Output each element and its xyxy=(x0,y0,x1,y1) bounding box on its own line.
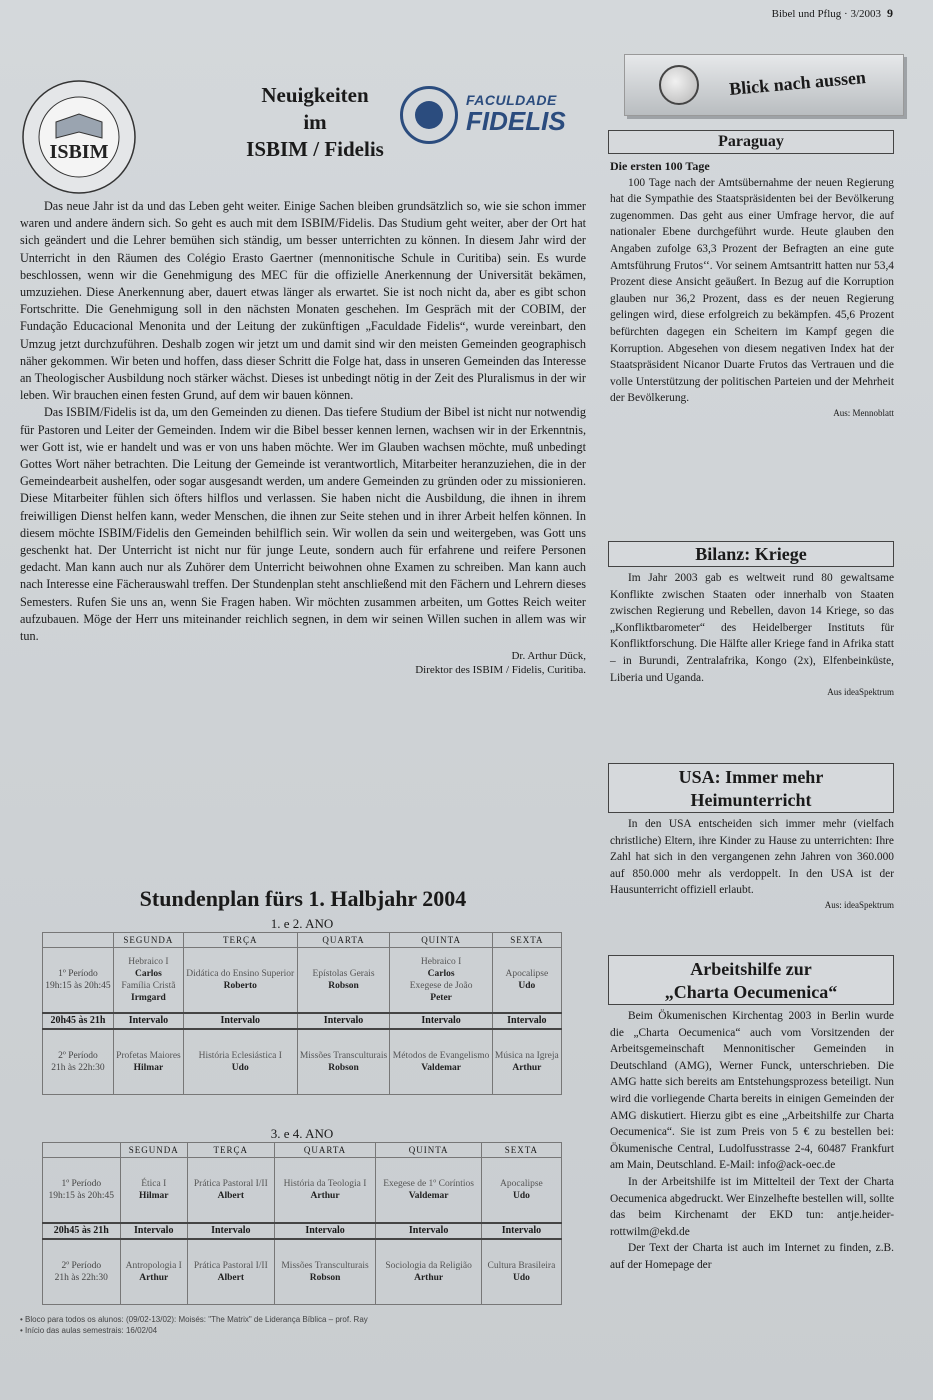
course-cell xyxy=(120,1239,187,1305)
blick-nach-aussen-banner xyxy=(624,54,904,116)
teacher-name: Udo xyxy=(231,1063,249,1073)
course-cell xyxy=(390,948,492,1014)
schedule-block-2 xyxy=(42,1126,562,1305)
usa-head-line-1: USA: Immer mehr xyxy=(678,767,824,787)
teacher-name: Albert xyxy=(217,1273,244,1283)
period-time: 21h às 22h:30 xyxy=(51,1063,105,1073)
article-paragraph-2: Das ISBIM/Fidelis ist da, um den Gemeinden zu dienen. Das tiefere Studium der Bibel ist nicht nur notwendig für Pastoren und Leiter der Gemeinden. Indem wir die Bibel besser kennen lernen, wachsen wir in der Erkenntnis, wer Gott ist, wie er handelt und was er von uns haben möchte. Wer im Glauben wachsen möchte, muß unbedingt Gottes Wort näher betrachten. Die Leitung der Gemeinde ist verantwortlich, Mitarbeiter heranzuziehen, die in der Gemeindearbeit aushelfen, oder sogar ausgesandt werden, um andere Gemeinden zu gründen oder zu missionieren. Diese Mitarbeiter fühlen sich öfters hilflos und verlassen. Sie haben nicht die Ausbildung, die ihnen in ihrem freiwilligen Dienst helfen kann, weder Menschen, die ihnen zur Seite stehen und in ihrer Arbeit helfen können. In diesem möchte ISBIM/Fidelis den Gemeinden behilflich sein. Wir wollen da sein und weitergeben, was Gott uns geschenkt hat. Der Unterricht ist nicht nur für junge Leute, sondern auch für erfahrene und reifere Personen gedacht. Man kann auch nur als Zuhörer dem Unterricht beiwohnen ohne Examen zu schreiben. Man kann auch nach Interesse eine Fächerauswahl treffen. Der Stundenplan steht anschließend mit den Fächern und Lehrern dieses Semesters. Rufen Sie uns an, wenn Sie Fragen haben. Wir möchten zusammen arbeiten, um Gottes Reich weiter aufzubauen. Möge der Herr uns miteinander reichlich segnen, in dem wir seinen Willen suchen in allem was wir tun. xyxy=(20,405,586,644)
course-name: Missões Transculturais xyxy=(281,1261,369,1271)
charta-paragraph-1: Beim Ökumenischen Kirchentag 2003 in Berlin wurde die „Charta Oecumenica“ auch vom Vorsitzenden der Arbeitsgemeinschaft Mennonitischer Gemeinden in Deutschland (AMG), Werner Funck, unterschrieben. Die AMG hatte sich bereits am Entstehungsprozess beteiligt. Nun wird die vorliegende Charta bereits in einigen Gemeinden der AMG diskutiert. Hierzu gibt es eine „Arbeitshilfe zur Charta Oecumenica“. Sie ist zum Preis von 5 € zu bestellen bei: Ökumenische Central, Ludolfusstrasse 2-4, 60487 Frankfurt am Main, Deutschland. E-Mail: info@ack-oec.de xyxy=(610,1010,894,1172)
table-header-row xyxy=(43,1143,562,1158)
table-header-empty xyxy=(43,933,114,948)
article-title xyxy=(210,82,420,163)
course-name: Profetas Maiores xyxy=(116,1051,181,1061)
charta-paragraph-3: Der Text der Charta ist auch im Internet zu finden, z.B. auf der Homepage der xyxy=(610,1242,894,1271)
table-header-day: SEXTA xyxy=(492,933,561,948)
teacher-name: Arthur xyxy=(414,1273,444,1283)
teacher-name: Arthur xyxy=(310,1191,340,1201)
period-time: 19h:15 às 20h:45 xyxy=(48,1191,114,1201)
globe-icon xyxy=(659,65,699,105)
table-header-row xyxy=(43,933,562,948)
course-cell xyxy=(492,948,561,1014)
table-header-day: QUINTA xyxy=(376,1143,481,1158)
interval-cell: Intervalo xyxy=(187,1223,274,1239)
course-name: Epístolas Gerais xyxy=(312,969,375,979)
section-bilanz xyxy=(610,570,894,699)
teacher-name: Valdemar xyxy=(421,1063,461,1073)
course-name: Apocalipse xyxy=(500,1179,543,1189)
running-head xyxy=(772,6,893,21)
period-time: 19h:15 às 20h:45 xyxy=(45,981,111,991)
table-header-empty xyxy=(43,1143,121,1158)
title-line-2: im xyxy=(303,110,327,134)
course-cell xyxy=(187,1239,274,1305)
teacher-name: Arthur xyxy=(139,1273,169,1283)
usa-source: Aus: ideaSpektrum xyxy=(824,899,894,910)
interval-row xyxy=(43,1013,562,1029)
course-cell xyxy=(113,1029,183,1095)
course-cell xyxy=(274,1158,376,1224)
table-header-day: QUARTA xyxy=(297,933,390,948)
table-header-day: SEGUNDA xyxy=(120,1143,187,1158)
section-head-charta xyxy=(608,955,894,1005)
course-cell xyxy=(187,1158,274,1224)
schedule-block-1 xyxy=(42,916,562,1095)
course-name: Antropologia I xyxy=(125,1261,182,1271)
schedule-title: Stundenplan fürs 1. Halbjahr 2004 xyxy=(139,886,467,911)
course-name: Cultura Brasileira xyxy=(487,1261,556,1271)
table-row xyxy=(43,948,562,1014)
teacher-name: Udo xyxy=(518,981,536,991)
interval-cell: Intervalo xyxy=(492,1013,561,1029)
fidelis-logo xyxy=(400,80,600,150)
interval-time: 20h45 às 21h xyxy=(43,1223,121,1239)
course-name: Missões Transculturais xyxy=(299,1051,388,1061)
schedule-table-2 xyxy=(42,1142,562,1305)
signature-role: Direktor des ISBIM / Fidelis, Curitiba. xyxy=(415,664,586,677)
table-row xyxy=(43,1029,562,1095)
teacher-name: Robson xyxy=(328,1063,359,1073)
schedule-note: • Início das aulas semestrais: 16/02/04 xyxy=(20,1326,158,1335)
interval-time: 20h45 às 21h xyxy=(43,1013,114,1029)
table-row xyxy=(43,1239,562,1305)
course-cell xyxy=(492,1029,561,1095)
table-header-day: SEGUNDA xyxy=(113,933,183,948)
teacher-name: Hilmar xyxy=(138,1191,169,1201)
interval-row xyxy=(43,1223,562,1239)
table-header-day: QUINTA xyxy=(390,933,492,948)
running-head-text: Bibel und Pflug · 3/2003 xyxy=(771,8,881,20)
table-header-day: TERÇA xyxy=(183,933,297,948)
teacher-name: Valdemar xyxy=(408,1191,449,1201)
interval-cell: Intervalo xyxy=(113,1013,183,1029)
paraguay-subhead: Die ersten 100 Tage xyxy=(610,159,710,173)
fidelis-line-1: FACULDADE xyxy=(466,92,557,108)
schedule-table-1 xyxy=(42,932,562,1095)
usa-text: In den USA entscheiden sich immer mehr (vielfach christliche) Eltern, ihre Kinder zu Hause zu unterrichten: Ihre Zahl hat sich in den vergangenen zehn Jahren von 360.000 auf 850.000 mehr als verdoppelt. In den USA ist der Hausunterricht offiziell erlaubt. xyxy=(610,818,894,897)
period-label: 1º Período xyxy=(61,1179,102,1189)
teacher-name: Irmgard xyxy=(131,993,166,1003)
course-cell xyxy=(376,1158,481,1224)
schedule-notes xyxy=(20,1314,368,1336)
course-cell xyxy=(274,1239,376,1305)
interval-cell: Intervalo xyxy=(376,1223,481,1239)
course-cell xyxy=(390,1029,492,1095)
interval-cell: Intervalo xyxy=(297,1013,390,1029)
course-name: Exegese de João xyxy=(409,981,473,991)
period-cell xyxy=(43,1239,121,1305)
course-cell xyxy=(120,1158,187,1224)
course-cell xyxy=(481,1239,561,1305)
interval-cell: Intervalo xyxy=(481,1223,561,1239)
paraguay-source: Aus: Mennoblatt xyxy=(833,407,894,418)
course-cell xyxy=(297,948,390,1014)
course-name: Sociologia da Religião xyxy=(385,1261,472,1271)
schedule-2-heading: 3. e 4. ANO xyxy=(270,1126,334,1141)
course-name: Apocalipse xyxy=(505,969,549,979)
title-line-1: Neuigkeiten xyxy=(261,83,369,107)
period-label: 2º Período xyxy=(58,1051,98,1061)
course-name: Hebraico I xyxy=(420,957,462,967)
section-usa xyxy=(610,816,894,912)
teacher-name: Udo xyxy=(512,1191,530,1201)
signature xyxy=(20,649,586,677)
paraguay-text: 100 Tage nach der Amtsübernahme der neuen Regierung hat die Sympathie des Staatspräsidenten bei der Bevölkerung zugenommen. Das geht aus einer Umfrage hervor, die auf nationaler Ebene durchgeführt wurde. Heute glauben den Angaben zufolge 63,3 Prozent der Befragten an eine gute Amtsführung Frutos‘‘. Vor seinem Amtsantritt hatten nur 53,4 Prozent diese Ansicht geäußert. In Bezug auf die Korruption glauben nur 36,2 Prozent, dass es der neuen Regierung gelingen wird, diese erfolgreich zu bekämpfen. 45,6 Prozent befürchten dagegen ein Scheitern im Kampf gegen die Korruption. Abgesehen von diesem negativen Index hat der Staatspräsident Nicanor Duarte Frutos das Vertrauen und die volle Unterstützung der politischen Parteien und der Mehrheit der Bevölkerung. xyxy=(610,176,894,405)
period-cell xyxy=(43,948,114,1014)
course-name: Métodos de Evangelismo xyxy=(392,1051,490,1061)
course-name: Música na Igreja xyxy=(494,1051,559,1061)
fidelis-emblem-icon xyxy=(400,86,458,144)
interval-cell: Intervalo xyxy=(120,1223,187,1239)
bilanz-source: Aus ideaSpektrum xyxy=(827,687,894,698)
interval-cell: Intervalo xyxy=(390,1013,492,1029)
period-cell xyxy=(43,1158,121,1224)
isbim-logo xyxy=(20,78,138,196)
table-header-day: TERÇA xyxy=(187,1143,274,1158)
charta-paragraph-2: In der Arbeitshilfe ist im Mittelteil der Text der Charta Oecumenica abgedruckt. Wer Einzelhefte bestellen will, sollte das beim Kirchenamt der EKD tun: antje.heider-rottwilm@ekd.de xyxy=(610,1175,894,1238)
fidelis-line-2: FIDELIS xyxy=(466,106,566,136)
table-header-day: QUARTA xyxy=(274,1143,376,1158)
section-head-bilanz: Bilanz: Kriege xyxy=(608,541,894,567)
course-cell xyxy=(297,1029,390,1095)
course-name: Prática Pastoral I/II xyxy=(193,1261,268,1271)
teacher-name: Robson xyxy=(309,1273,341,1283)
period-cell xyxy=(43,1029,114,1095)
isbim-logo-text: ISBIM xyxy=(49,141,109,163)
course-name: Ética I xyxy=(141,1179,167,1189)
course-name: Prática Pastoral I/II xyxy=(193,1179,268,1189)
schedule-1-heading: 1. e 2. ANO xyxy=(270,916,334,931)
section-paraguay xyxy=(610,158,894,420)
article-body xyxy=(20,198,586,677)
teacher-name: Robson xyxy=(328,981,359,991)
charta-head-line-2: „Charta Oecumenica“ xyxy=(664,982,838,1002)
table-header-day: SEXTA xyxy=(481,1143,561,1158)
section-head-usa xyxy=(608,763,894,813)
section-head-paraguay: Paraguay xyxy=(608,130,894,154)
course-name: Hebraico I xyxy=(128,957,169,967)
teacher-name: Albert xyxy=(217,1191,244,1201)
usa-head-line-2: Heimunterricht xyxy=(690,790,812,810)
teacher-name: Arthur xyxy=(512,1063,542,1073)
signature-name: Dr. Arthur Dück, xyxy=(511,650,586,663)
teacher-name: Hilmar xyxy=(133,1063,164,1073)
course-name: História da Teologia I xyxy=(283,1179,367,1189)
teacher-name: Udo xyxy=(512,1273,530,1283)
page-number: 9 xyxy=(887,6,893,20)
teacher-name: Carlos xyxy=(134,969,162,979)
period-label: 1º Período xyxy=(58,969,98,979)
charta-head-line-1: Arbeitshilfe zur xyxy=(690,959,812,979)
course-name: Exegese de 1º Coríntios xyxy=(383,1179,474,1189)
article-paragraph-1: Das neue Jahr ist da und das Leben geht weiter. Einige Sachen bleiben grundsätzlich so, wie sie schon immer waren und andere ändern sich. So geht es auch mit dem ISBIM/Fidelis. Das Studium geht weiter, aber der Ort hat sich geändert und die Lehrer bemühen sich ständig, um besser unterrichten zu können. In diesem Jahr wird der Unterricht in den Räumen des Colégio Erasto Gaertner (mennonitische Schule in Curitiba) sein. Es wurde beschlossen, wenn wir die Genehmigung des MEC für die offizielle Anerkennung der Universität bekämen, umzuziehen. Diese Anerkennung aber, dauert etwas länger als erwartet. Sie ist noch nicht da, aber es gibt schon Fortschritte. Die Genehmigung soll in den nächsten Monaten geschehen. Im Gespräch mit der COBIM, der Fundação Educacional Menonita und der Leitung der zukünftigen „Faculdade Fidelis“, wurde vereinbart, den Umzug jetzt durchzuführen. Deshalb zogen wir jetzt um und damit sind wir den meisten Gemeinden geographisch näher gekommen. Wir beten und hoffen, dass dieser Schritt die Folge hat, dass in unseren Gemeinden das Interesse an Theologischer Ausbildung noch stärker wächst. Dieses ist unbedingt nötig in der Zeit des Pluralismus in der wir leben. Wir brauchen einen festen Grund, auf dem wir bauen können. xyxy=(20,199,586,403)
teacher-name: Peter xyxy=(430,993,452,1003)
course-cell xyxy=(183,948,297,1014)
course-cell xyxy=(376,1239,481,1305)
title-line-3: ISBIM / Fidelis xyxy=(246,137,384,161)
interval-cell: Intervalo xyxy=(183,1013,297,1029)
course-cell xyxy=(481,1158,561,1224)
course-cell xyxy=(113,948,183,1014)
bilanz-text: Im Jahr 2003 gab es weltweit rund 80 gewaltsame Konflikte zwischen Staaten oder innerhalb von Staaten zwischen Regierung und Rebellen, davon 14 Kriege, so das „Konfliktbarometer“ des Heidelberger Instituts für Konfliktforschung. Die Hälfte aller Kriege fand in Afrika statt – in Burundi, Zentralafrika, Kongo (2x), Elfenbeinküste, Liberia und Uganda. xyxy=(610,572,894,684)
course-name: Família Cristã xyxy=(121,981,176,991)
section-charta xyxy=(610,1008,894,1274)
course-name: História Eclesiástica I xyxy=(198,1051,282,1061)
period-time: 21h às 22h:30 xyxy=(54,1273,108,1283)
banner-title: Blick nach aussen xyxy=(728,67,867,99)
period-label: 2º Período xyxy=(61,1261,102,1271)
course-cell xyxy=(183,1029,297,1095)
interval-cell: Intervalo xyxy=(274,1223,376,1239)
teacher-name: Carlos xyxy=(427,969,455,979)
course-name: Didática do Ensino Superior xyxy=(186,969,295,979)
teacher-name: Roberto xyxy=(223,981,257,991)
schedule-note: • Bloco para todos os alunos: (09/02-13/02): Moisés: "The Matrix" de Liderança Bíblica – prof. Ray xyxy=(20,1315,368,1324)
table-row xyxy=(43,1158,562,1224)
